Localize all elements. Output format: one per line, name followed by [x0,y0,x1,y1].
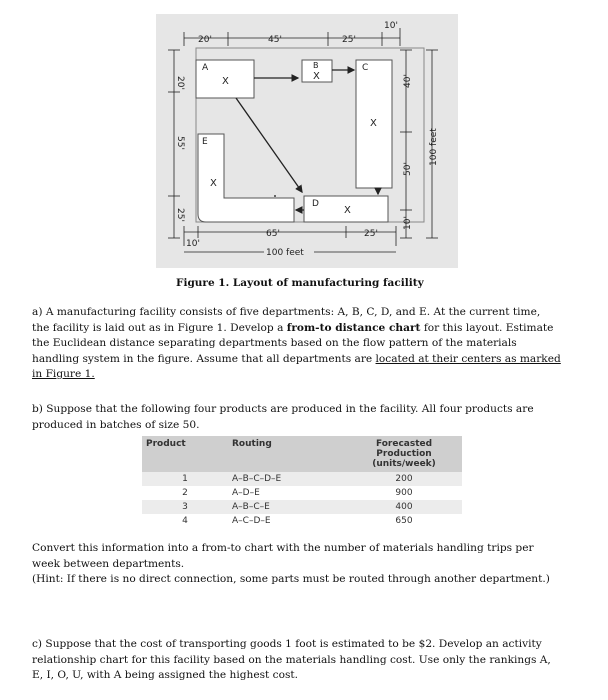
production-cell: 900 [346,486,462,500]
product-cell: 4 [142,514,228,528]
table-row [142,486,462,500]
dept-e-label: E [202,137,208,147]
header-forecast: Forecasted Production (units/week) [346,436,462,472]
part-b-question [32,541,602,588]
part-b-line-2: produced in batches of size 50. [32,418,200,431]
dim-right-50: 50' [403,162,413,176]
production-cell: 200 [346,472,462,486]
product-cell: 3 [142,500,228,514]
routing-cell: A–C–D–E [228,514,346,528]
table-row [142,500,462,514]
table-row [142,514,462,528]
dept-d-center: X [344,205,351,216]
layout-diagram [156,14,458,268]
dim-left-55: 55' [175,136,185,150]
part-b-after-1: Convert this information into a from-to chart with the number of materials handling trips per [32,542,534,554]
production-cell: 400 [346,500,462,514]
header-product: Product [142,436,228,472]
dim-bottom-65: 65' [266,229,280,239]
routing-cell: A–B–C–E [228,500,346,514]
part-c-line-1: c) Suppose that the cost of transporting goods 1 foot is estimated to be $2. Develop an activity [32,638,542,650]
part-b-intro [32,402,592,433]
dept-c-center: X [370,118,377,129]
facility-layout-figure [156,14,458,268]
top-dimension [184,28,400,46]
dept-b-center: X [313,71,320,82]
routing-cell: A–B–C–D–E [228,472,346,486]
production-cell: 650 [346,514,462,528]
product-cell: 1 [142,472,228,486]
dept-a-center: X [222,76,229,87]
routing-cell: A–D–E [228,486,346,500]
routing-table [142,436,462,528]
part-c-line-3: E, I, O, U, with A being assigned the highest cost. [32,669,299,681]
part-a-line-4: handling system in the figure. Assume that all departments are located at their centers as marked [32,352,561,365]
dept-c-label: C [362,63,369,73]
flow-a-d [236,98,302,192]
part-b-line-1: b) Suppose that the following four products are produced in the facility. All four products are [32,403,534,415]
part-c-line-2: relationship chart for this facility based on the materials handling cost. Use only the rankings A, [32,653,551,666]
part-c [32,637,592,684]
part-a-line-2: the facility is laid out as in Figure 1. Develop a from-to distance chart for this layout. Estimate [32,321,554,334]
dim-bottom-total: 100 feet [266,248,304,258]
dept-b-label: B [313,61,319,70]
part-b-after-2: week between departments. [32,557,185,570]
table-row [142,472,462,486]
part-a-line-1: a) A manufacturing facility consists of five departments: A, B, C, D, and E. At the current time, [32,306,541,318]
dim-top-45: 45' [268,35,282,45]
dim-left-25: 25' [175,208,185,222]
dept-a-label: A [202,63,209,73]
dim-bottom-10: 10' [186,239,200,249]
dim-bottom-25: 25' [364,229,378,239]
header-routing: Routing [228,436,346,472]
dim-right-10: 10' [403,216,413,230]
part-b-hint: (Hint: If there is no direct connection, some parts must be routed through another department.) [32,573,550,585]
dept-e-center: X [210,178,217,189]
dim-left-20: 20' [175,76,185,90]
dim-top-20: 20' [198,35,212,45]
dim-top-25: 25' [342,35,356,45]
dim-right-total: 100 feet [429,128,439,166]
part-a-line-5: in Figure 1. [32,368,95,380]
figure-caption: Figure 1. Layout of manufacturing facility [176,277,424,289]
table-header-row [142,436,462,472]
dim-top-10: 10' [384,21,398,31]
dept-d-label: D [312,199,319,209]
part-a-line-3: the Euclidean distance separating departments based on the flow pattern of the materials [32,337,517,349]
product-cell: 2 [142,486,228,500]
dim-right-40: 40' [403,74,413,88]
part-a [32,305,592,383]
